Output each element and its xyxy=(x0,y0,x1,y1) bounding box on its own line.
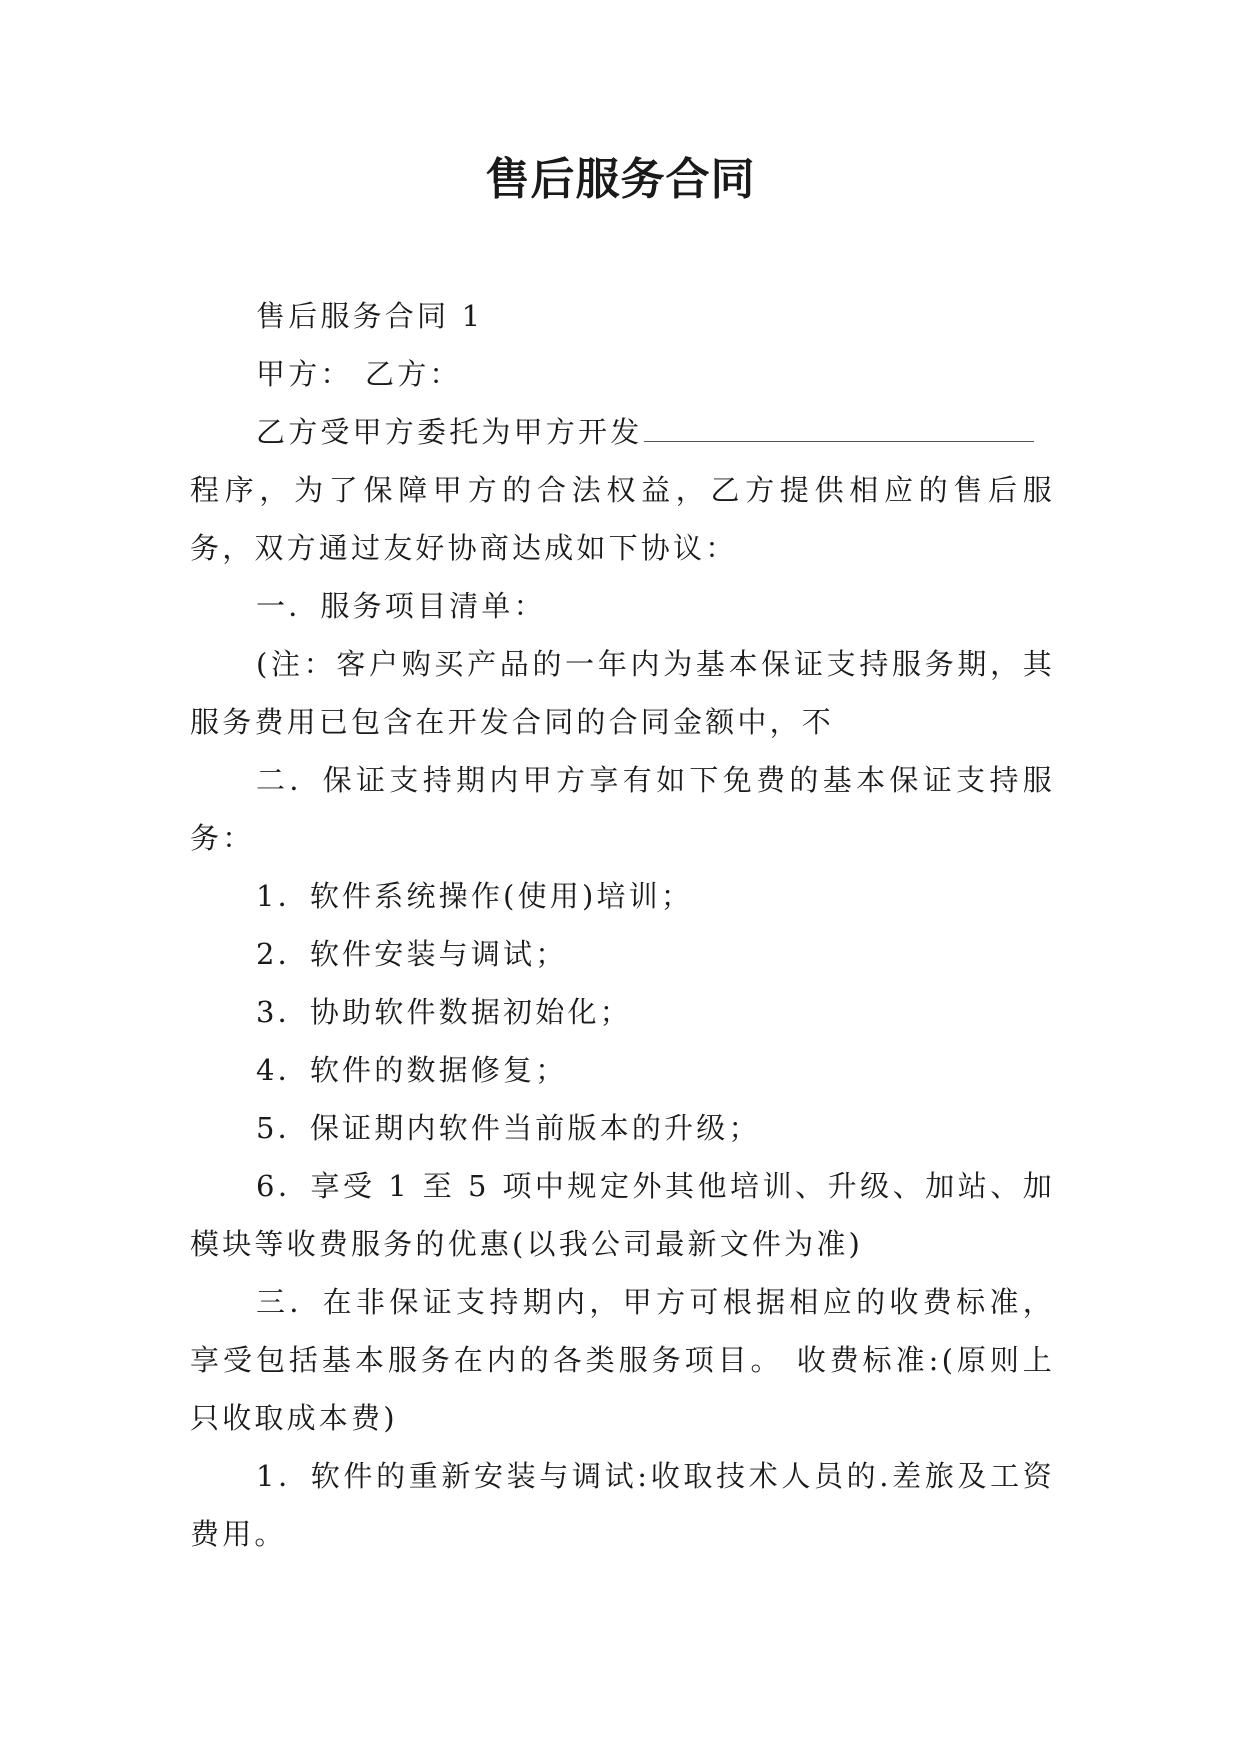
paragraph-note: (注：客户购买产品的一年内为基本保证支持服务期，其服务费用已包含在开发合同的合同金额中，不 xyxy=(190,647,1055,739)
list-item: 3．协助软件数据初始化； xyxy=(256,995,632,1029)
list-item: 1．软件系统操作(使用)培训； xyxy=(256,879,694,913)
list-item: 5．保证期内软件当前版本的升级； xyxy=(256,1111,761,1145)
document-title: 售后服务合同 xyxy=(485,154,756,205)
document-body xyxy=(190,287,1055,1563)
list-item: 6．享受 1 至 5 项中规定外其他培训、升级、加站、加模块等收费服务的优惠(以我公司最新文件为准) xyxy=(190,1169,1055,1261)
paragraph-contract-number: 售后服务合同 1 xyxy=(256,299,484,333)
paragraph-intro xyxy=(190,403,1055,577)
fill-in-blank xyxy=(644,411,1034,442)
paragraph-section-2: 二．保证支持期内甲方享有如下免费的基本保证支持服务： xyxy=(190,763,1055,855)
list-item: 1．软件的重新安装与调试:收取技术人员的.差旅及工资费用。 xyxy=(190,1459,1055,1551)
paragraph-section-1: 一．服务项目清单： xyxy=(256,589,546,623)
list-item: 4．软件的数据修复； xyxy=(256,1053,568,1087)
paragraph-section-3: 三．在非保证支持期内，甲方可根据相应的收费标准，享受包括基本服务在内的各类服务项目。 收费标准:(原则上只收取成本费) xyxy=(190,1285,1055,1435)
paragraph-parties: 甲方： 乙方： xyxy=(256,357,462,391)
paragraph-intro-lead: 乙方受甲方委托为甲方开发 xyxy=(256,415,643,449)
list-item: 2．软件安装与调试； xyxy=(256,937,568,971)
paragraph-intro-rest: 程序，为了保障甲方的合法权益，乙方提供相应的售后服务，双方通过友好协商达成如下协议： xyxy=(190,473,1055,565)
